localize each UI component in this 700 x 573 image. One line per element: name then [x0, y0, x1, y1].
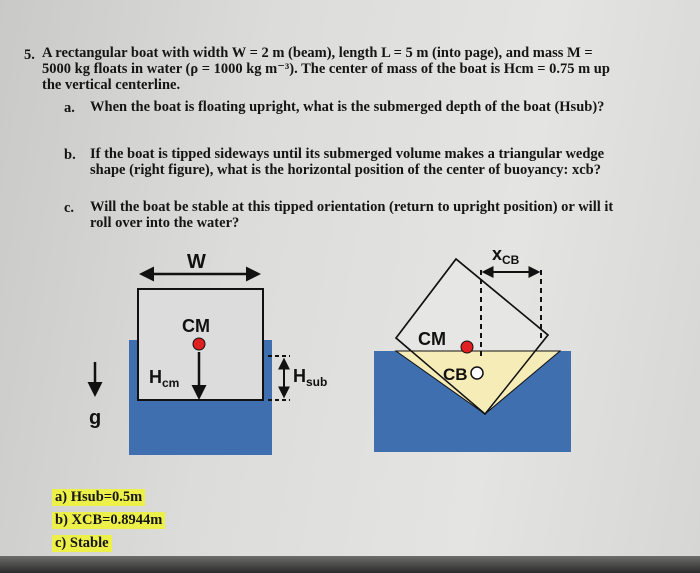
cm-dot-right	[461, 341, 473, 353]
answer-a: a) Hsub=0.5m	[52, 489, 145, 506]
width-label: W	[187, 251, 206, 273]
problem-intro-line-1: A rectangular boat with width W = 2 m (beam), length L = 5 m (into page), and mass M =	[42, 45, 593, 61]
part-a-question: When the boat is floating upright, what is the submerged depth of the boat (Hsub)?	[90, 99, 605, 115]
part-b-question-line-1: If the boat is tipped sideways until its submerged volume makes a triangular wedge	[90, 146, 605, 162]
page-shadow	[0, 556, 700, 573]
part-a-letter: a.	[64, 100, 75, 116]
xcb-label: $x_{CB}$	[492, 244, 520, 267]
cb-label: CB	[443, 365, 468, 384]
part-c-question-line-2: roll over into the water?	[90, 215, 240, 231]
hsub-label: $H_{sub}$	[293, 366, 328, 389]
problem-intro-line-2: 5000 kg floats in water (ρ = 1000 kg m⁻³). The center of mass of the boat is Hcm = 0.75 m up	[42, 61, 610, 77]
cm-label-left: CM	[182, 316, 210, 336]
part-c-question-line-1: Will the boat be stable at this tipped orientation (return to upright position) or will it	[90, 199, 614, 215]
part-c-letter: c.	[64, 200, 75, 216]
part-b-question-line-2: shape (right figure), what is the horizontal position of the center of buoyancy: xcb?	[90, 162, 601, 178]
answer-c: c) Stable	[52, 535, 112, 552]
problem-intro-line-3: the vertical centerline.	[42, 77, 181, 93]
cb-dot	[471, 367, 483, 379]
hcm-label: $H_{cm}$	[149, 367, 180, 390]
part-b-letter: b.	[64, 147, 76, 163]
problem-number: 5.	[24, 47, 35, 63]
answer-b: b) XCB=0.8944m	[52, 512, 165, 529]
cm-label-right: CM	[418, 329, 446, 349]
gravity-label: g	[89, 407, 102, 429]
cm-dot-left	[193, 338, 205, 350]
